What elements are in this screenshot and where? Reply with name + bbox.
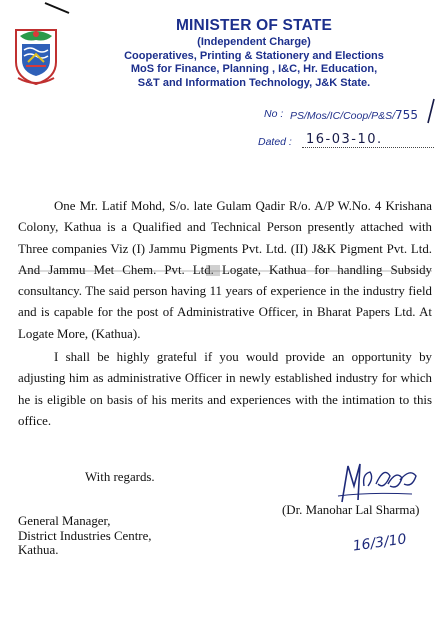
letterhead-portfolio-1: Cooperatives, Printing & Stationery and Elections bbox=[124, 49, 384, 62]
dated-label: Dated : bbox=[258, 136, 292, 148]
letterhead bbox=[78, 16, 430, 90]
letterhead-portfolio-2: MoS for Finance, Planning , I&C, Hr. Education, bbox=[130, 63, 378, 75]
dated-value: 16-03-10. bbox=[302, 132, 434, 148]
reference-number-row bbox=[240, 104, 436, 134]
handwritten-receipt-date bbox=[346, 518, 436, 556]
signatory-name: (Dr. Manohar Lal Sharma) bbox=[282, 503, 420, 517]
body-paragraph-1: One Mr. Latif Mohd, S/o. late Gulam Qadir R/o. A/P W.No. 4 Krishana Colony, Kathua is a Qualified and Technical Person presently attached with Three companies Viz (I) Jammu Pigments Pvt. Ltd. (II) J&K Pigment Pvt. Ltd. And Jammu Met Chem. Pvt. Ltd. Logate, Kathua for handling Subsidy consultancy. The said person having 11 years of experience in the industry field and is capable for the post of Administrative Officer, in Bharat Papers Ltd. At Logate More, (Kathua). bbox=[18, 199, 432, 341]
state-emblem-icon bbox=[12, 26, 60, 86]
letterhead-portfolio-3: S&T and Information Technology, J&K State. bbox=[137, 76, 371, 89]
reference-handwritten-number: 755 bbox=[395, 108, 418, 122]
corner-pen-stroke bbox=[44, 2, 70, 14]
letterhead-subtitle: (Independent Charge) bbox=[197, 36, 311, 48]
svg-text:16/3/10: 16/3/10 bbox=[351, 531, 408, 555]
handwritten-signature bbox=[328, 456, 424, 508]
letter-body bbox=[18, 196, 432, 432]
reference-number-label: No : bbox=[264, 108, 284, 120]
body-paragraph-2: I shall be highly grateful if you would provide an opportunity by adjusting him as administrative Officer in newly established industry for which he is eligible on basis of his merits and experiences with the intimation to this office. bbox=[18, 350, 432, 428]
addressee-designation: General Manager, bbox=[18, 514, 111, 528]
dated-row bbox=[240, 134, 436, 164]
addressee-location: Kathua. bbox=[18, 543, 59, 557]
closing-regards: With regards. bbox=[85, 470, 155, 484]
addressee-block bbox=[18, 514, 152, 558]
reference-pen-slash bbox=[426, 98, 436, 124]
letterhead-title: MINISTER OF STATE bbox=[175, 17, 333, 34]
addressee-office: District Industries Centre, bbox=[18, 528, 152, 543]
reference-block bbox=[240, 104, 436, 164]
reference-number-value: PS/Mos/IC/Coop/P&S/755 bbox=[290, 108, 418, 122]
